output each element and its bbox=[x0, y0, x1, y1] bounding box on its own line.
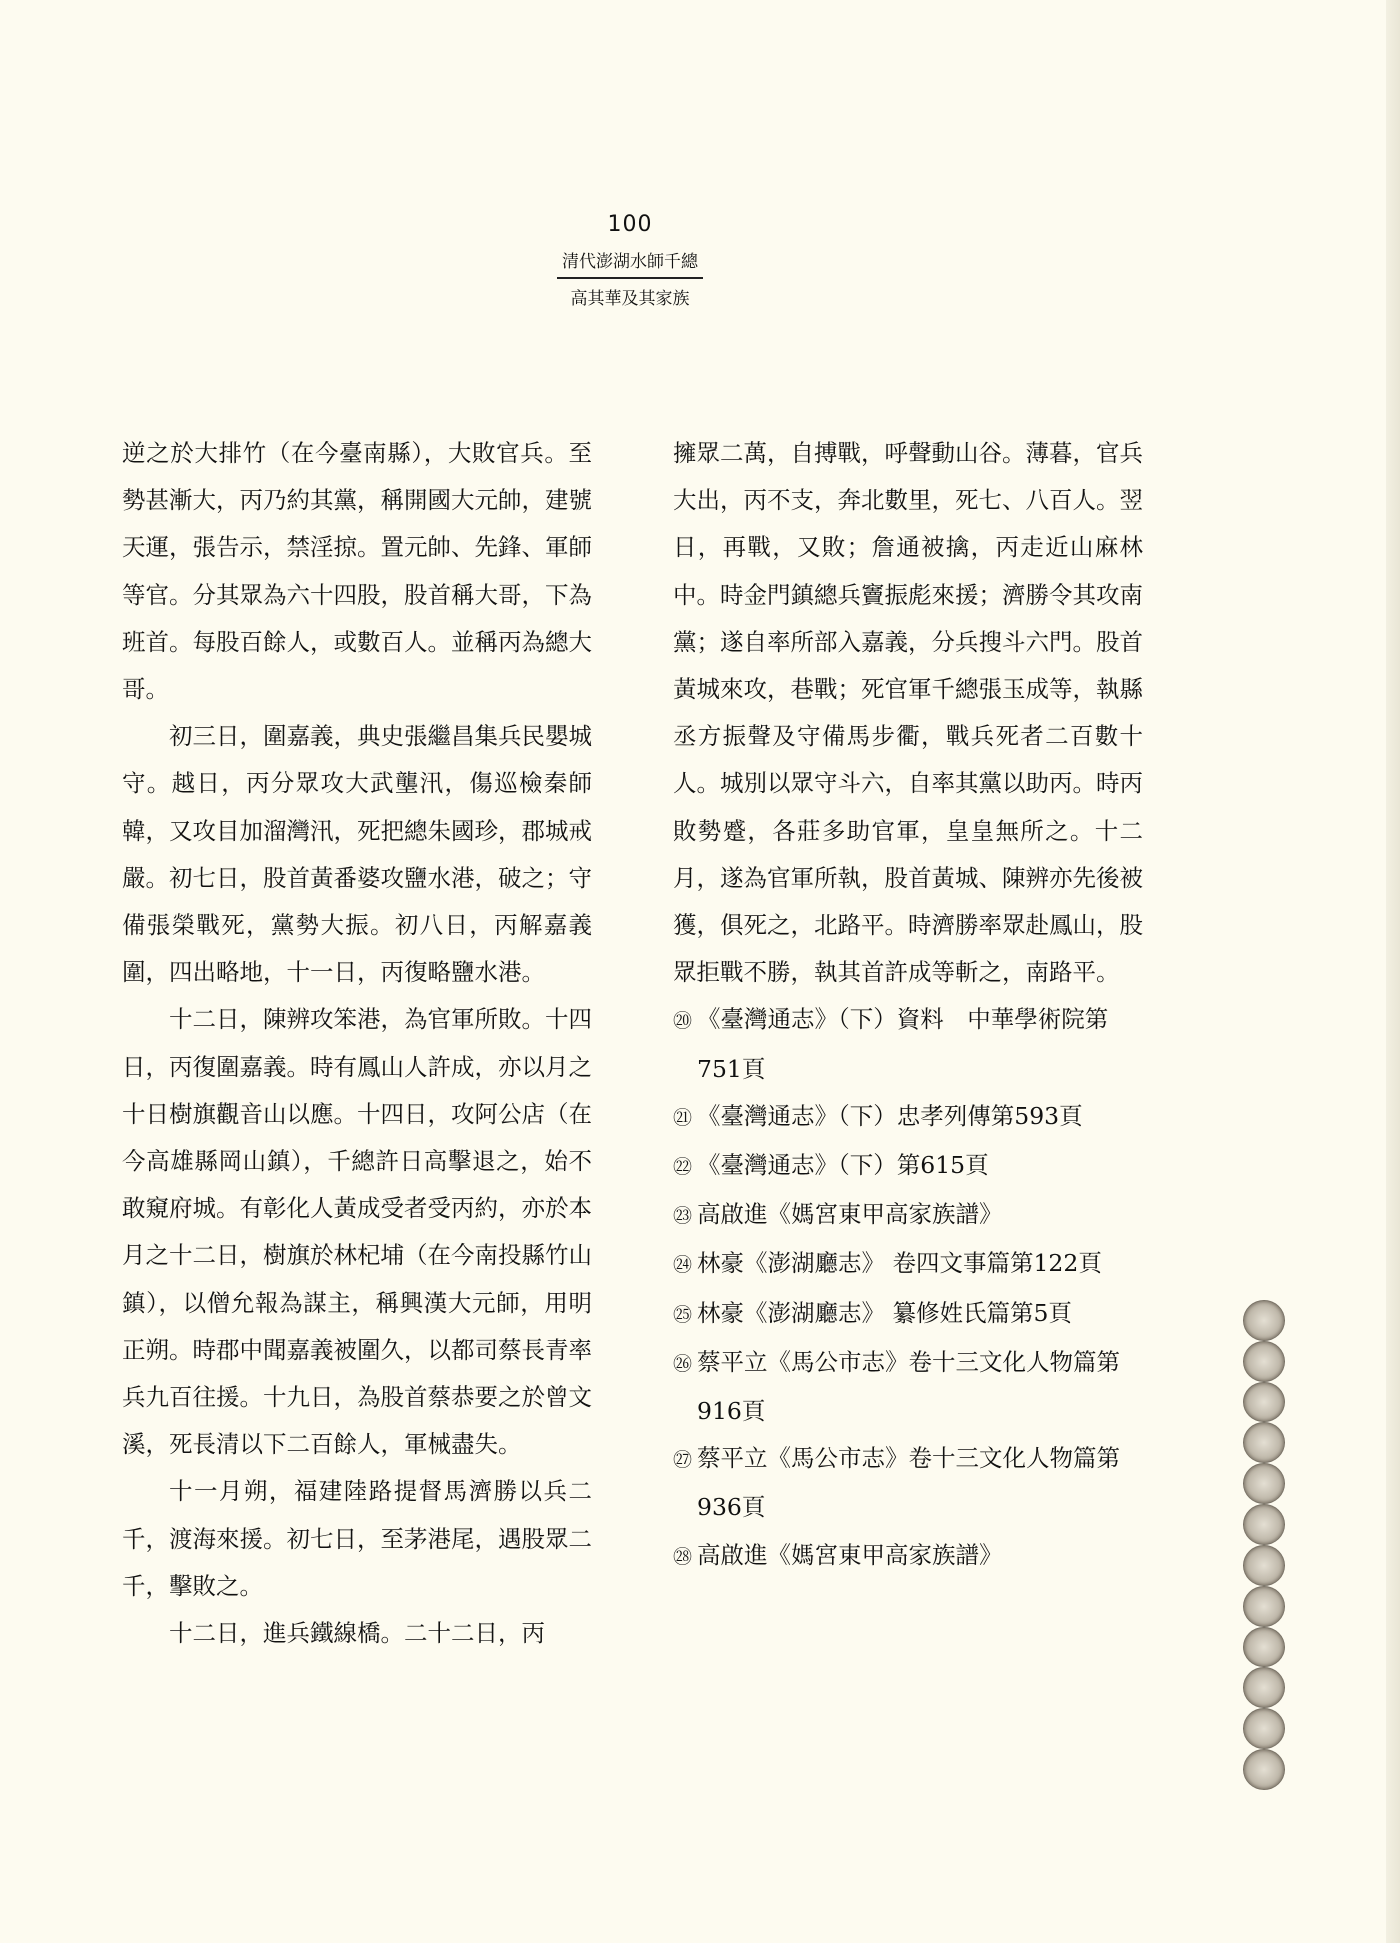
paragraph: 擁眾二萬，自搏戰，呼聲動山谷。薄暮，官兵大出，丙不支，奔北數里，死七、八百人。翌日，再戰，又敗；詹通被擒，丙走近山麻林中。時金門鎮總兵竇振彪來援；濟勝令其攻南黨；遂自率所部入嘉義，分兵搜斗六門。股首黃城來攻，巷戰；死官軍千總張玉成等，執縣丞方振聲及守備馬步衢，戰兵死者二百數十人。城別以眾守斗六，自率其黨以助丙。時丙敗勢蹙，各莊多助官軍，皇皇無所之。十二月，遂為官軍所執，股首黃城、陳辨亦先後被獲，俱死之，北路平。時濟勝率眾赴鳳山，股眾拒戰不勝，執其首許成等斬之，南路平。 bbox=[673, 439, 1143, 987]
footnote-text: 蔡平立《馬公市志》卷十三文化人物篇第916頁 bbox=[697, 1347, 1120, 1426]
right-column bbox=[673, 430, 1143, 1581]
seal-icon bbox=[1243, 1463, 1285, 1504]
footnote bbox=[673, 1339, 1143, 1435]
paragraph: 十二日，進兵鐵線橋。二十二日，丙 bbox=[169, 1619, 545, 1648]
footnote bbox=[673, 1191, 1143, 1240]
footnote-text: 《臺灣通志》（下）第615頁 bbox=[697, 1151, 989, 1180]
left-column bbox=[122, 430, 592, 1657]
footnote-number: ㉗ bbox=[673, 1449, 693, 1472]
footnote bbox=[673, 1532, 1143, 1581]
footnote bbox=[673, 1240, 1143, 1289]
footnote-number: ㉔ bbox=[673, 1254, 693, 1277]
running-subtitle: 高其華及其家族 bbox=[570, 289, 690, 309]
footnote-number: ㉓ bbox=[673, 1205, 693, 1228]
footnote bbox=[673, 1435, 1143, 1531]
footnote bbox=[673, 996, 1143, 1092]
seal-icon bbox=[1243, 1749, 1285, 1790]
seal-icon bbox=[1243, 1627, 1285, 1668]
footnote-number: ㉑ bbox=[673, 1106, 693, 1129]
footnote-text: 林豪《澎湖廳志》 纂修姓氏篇第5頁 bbox=[697, 1298, 1072, 1327]
footnote-number: ⑳ bbox=[673, 1010, 693, 1033]
seal-icon bbox=[1243, 1667, 1285, 1708]
footnote bbox=[673, 1290, 1143, 1339]
seal-icon bbox=[1243, 1300, 1285, 1341]
footnote-number: ㉘ bbox=[673, 1545, 693, 1568]
page-number: 100 bbox=[607, 212, 653, 237]
seal-icon bbox=[1243, 1586, 1285, 1627]
seal-icon bbox=[1243, 1382, 1285, 1423]
footnote-text: 《臺灣通志》（下）忠孝列傳第593頁 bbox=[697, 1101, 1083, 1130]
seal-icon bbox=[1243, 1341, 1285, 1382]
footnote bbox=[673, 1093, 1143, 1142]
decorative-seal-strip bbox=[1241, 1300, 1287, 1790]
header-rule bbox=[557, 277, 703, 279]
page-edge bbox=[1386, 0, 1400, 1943]
seal-icon bbox=[1243, 1708, 1285, 1749]
footnote-number: ㉒ bbox=[673, 1156, 693, 1179]
seal-icon bbox=[1243, 1422, 1285, 1463]
footnote-number: ㉖ bbox=[673, 1352, 693, 1375]
footnote-text: 林豪《澎湖廳志》 卷四文事篇第122頁 bbox=[697, 1249, 1102, 1278]
footnote-text: 《臺灣通志》（下）資料 中華學術院第751頁 bbox=[697, 1005, 1109, 1083]
paragraph: 逆之於大排竹（在今臺南縣），大敗官兵。至勢甚漸大，丙乃約其黨，稱開國大元帥，建號天運，張告示，禁淫掠。置元帥、先鋒、軍師等官。分其眾為六十四股，股首稱大哥，下為班首。每股百餘人，或數百人。並稱丙為總大哥。 bbox=[122, 439, 592, 704]
seal-icon bbox=[1243, 1504, 1285, 1545]
running-title: 清代澎湖水師千總 bbox=[562, 252, 698, 272]
page-header bbox=[530, 212, 730, 309]
footnote-number: ㉕ bbox=[673, 1303, 693, 1326]
seal-icon bbox=[1243, 1545, 1285, 1586]
footnote-text: 蔡平立《馬公市志》卷十三文化人物篇第936頁 bbox=[697, 1444, 1120, 1522]
footnote-text: 高啟進《媽宮東甲高家族譜》 bbox=[697, 1540, 1003, 1569]
paragraph: 十二日，陳辨攻笨港，為官軍所敗。十四日，丙復圍嘉義。時有鳳山人許成，亦以月之十日樹旗觀音山以應。十四日，攻阿公店（在今高雄縣岡山鎮），千總許日高擊退之，始不敢窺府城。有彰化人黃成受者受丙約，亦於本月之十二日，樹旗於林杞埔（在今南投縣竹山鎮），以僧允報為謀主，稱興漢大元師，用明正朔。時郡中聞嘉義被圍久，以都司蔡長青率兵九百往援。十九日，為股首蔡恭要之於曾文溪，死長清以下二百餘人，軍械盡失。 bbox=[122, 1005, 592, 1459]
footnote-list bbox=[673, 996, 1143, 1580]
footnote bbox=[673, 1142, 1143, 1191]
footnote-text: 高啟進《媽宮東甲高家族譜》 bbox=[697, 1200, 1003, 1229]
paragraph: 十一月朔，福建陸路提督馬濟勝以兵二千，渡海來援。初七日，至茅港尾，遇股眾二千，擊敗之。 bbox=[122, 1477, 592, 1600]
paragraph: 初三日，圍嘉義，典史張繼昌集兵民嬰城守。越日，丙分眾攻大武壟汛，傷巡檢秦師韓，又攻目加溜灣汛，死把總朱國珍，郡城戒嚴。初七日，股首黃番婆攻鹽水港，破之；守備張榮戰死，黨勢大振。初八日，丙解嘉義圍，四出略地，十一日，丙復略鹽水港。 bbox=[122, 722, 592, 987]
